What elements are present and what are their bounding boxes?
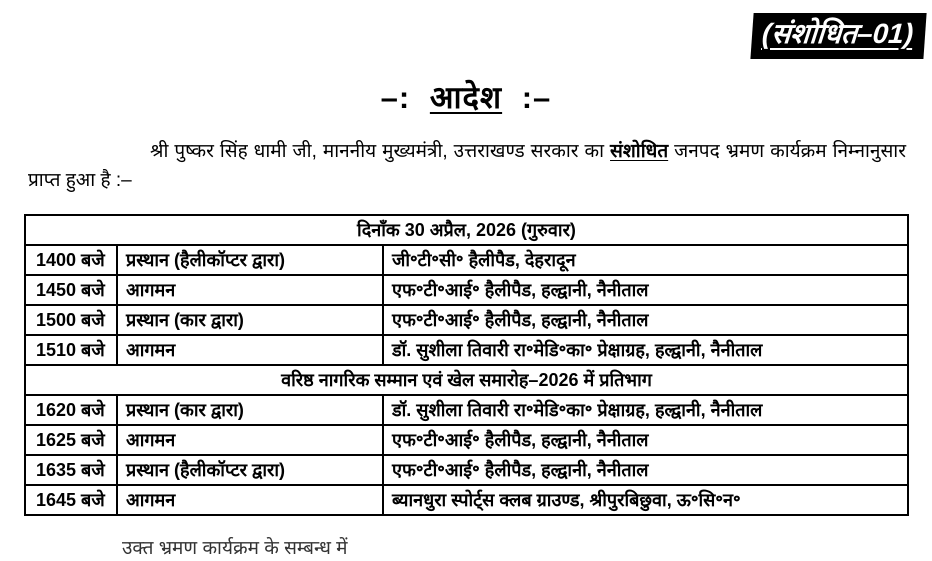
intro-paragraph <box>28 137 906 195</box>
cell-location: जी॰टी॰सी॰ हैलीपैड, देहरादून <box>383 245 908 275</box>
table-row <box>25 335 908 365</box>
table-section-row <box>25 365 908 395</box>
title-dash-left: –: <box>380 80 411 115</box>
intro-highlight-revised: संशोधित <box>610 141 669 162</box>
title-word: आदेश <box>429 80 503 115</box>
cell-activity: प्रस्थान (हैलीकॉप्टर द्वारा) <box>117 455 383 485</box>
cell-activity: आगमन <box>117 485 383 515</box>
table-row <box>25 425 908 455</box>
cell-time: 1510 बजे <box>25 335 117 365</box>
table-row <box>25 305 908 335</box>
cell-activity: आगमन <box>117 335 383 365</box>
cutoff-bottom-line: उक्त भ्रमण कार्यक्रम के सम्बन्ध में <box>122 538 348 559</box>
intro-text-part2: जनपद भ्रमण कार्यक्रम निम्नानुसार प्राप्त हुआ है :– <box>28 141 906 191</box>
cell-activity: प्रस्थान (हैलीकॉप्टर द्वारा) <box>117 245 383 275</box>
cell-time: 1635 बजे <box>25 455 117 485</box>
cell-activity: प्रस्थान (कार द्वारा) <box>117 305 383 335</box>
revision-stamp-text: (संशोधित–01) <box>761 18 915 49</box>
cell-time: 1645 बजे <box>25 485 117 515</box>
cell-activity: प्रस्थान (कार द्वारा) <box>117 395 383 425</box>
table-row <box>25 275 908 305</box>
cell-location: डॉ. सुशीला तिवारी रा॰मेडि॰का॰ प्रेक्षाग्रह, हल्द्वानी, नैनीताल <box>383 395 908 425</box>
table-row <box>25 395 908 425</box>
cell-location: एफ॰टी॰आई॰ हैलीपैड, हल्द्वानी, नैनीताल <box>383 425 908 455</box>
table-row <box>25 485 908 515</box>
table-section-header: वरिष्ठ नागरिक सम्मान एवं खेल समारोह–2026 में प्रतिभाग <box>25 365 908 395</box>
page-title <box>0 76 932 118</box>
schedule-table <box>24 214 909 516</box>
table-date-row <box>25 215 908 245</box>
cell-location: एफ॰टी॰आई॰ हैलीपैड, हल्द्वानी, नैनीताल <box>383 275 908 305</box>
title-dash-right: :– <box>521 80 552 115</box>
cell-time: 1620 बजे <box>25 395 117 425</box>
cell-location: डॉ. सुशीला तिवारी रा॰मेडि॰का॰ प्रेक्षाग्रह, हल्द्वानी, नैनीताल <box>383 335 908 365</box>
cell-time: 1500 बजे <box>25 305 117 335</box>
cell-location: ब्यानधुरा स्पोर्ट्स क्लब ग्राउण्ड, श्रीपुरबिछुवा, ऊ॰सि॰न॰ <box>383 485 908 515</box>
table-row <box>25 455 908 485</box>
cell-location: एफ॰टी॰आई॰ हैलीपैड, हल्द्वानी, नैनीताल <box>383 455 908 485</box>
cell-activity: आगमन <box>117 425 383 455</box>
cell-time: 1625 बजे <box>25 425 117 455</box>
revision-stamp <box>750 13 926 59</box>
intro-text-part1: श्री पुष्कर सिंह धामी जी, माननीय मुख्यमंत्री, उत्तराखण्ड सरकार का <box>150 141 611 162</box>
table-date-header: दिनाँक 30 अप्रैल, 2026 (गुरुवार) <box>25 215 908 245</box>
cell-time: 1450 बजे <box>25 275 117 305</box>
cell-activity: आगमन <box>117 275 383 305</box>
cell-time: 1400 बजे <box>25 245 117 275</box>
cell-location: एफ॰टी॰आई॰ हैलीपैड, हल्द्वानी, नैनीताल <box>383 305 908 335</box>
table-row <box>25 245 908 275</box>
